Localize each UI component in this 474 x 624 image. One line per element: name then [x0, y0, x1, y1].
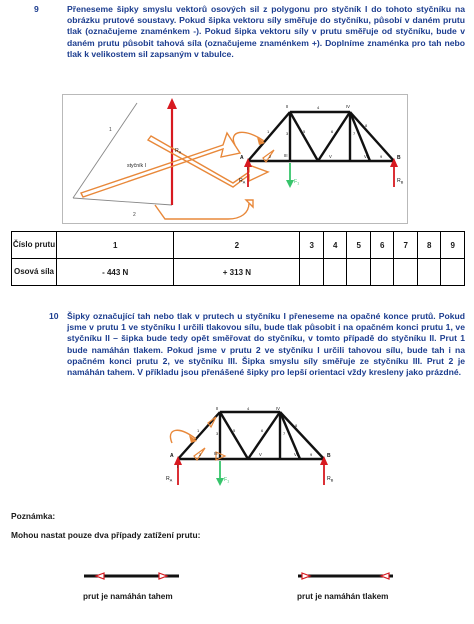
table-cell: 3: [300, 232, 324, 259]
rb-label: $R_B$: [397, 178, 404, 185]
member-6-label: 6: [261, 428, 264, 433]
polygon-node-label: styčník I: [127, 163, 147, 169]
node-b-label: B: [397, 155, 401, 161]
table-row: [12, 259, 465, 286]
ra-label: $R_A$: [166, 476, 173, 483]
member-number-header: Číslo prutu: [12, 232, 57, 259]
member-3-label: 3: [286, 131, 289, 136]
node-I-label: I: [177, 464, 179, 469]
member-1-label: 1: [197, 428, 200, 433]
member-8-label: 8: [295, 423, 298, 428]
table-cell: 2: [174, 232, 300, 259]
node-I-label: I: [247, 166, 249, 171]
member-load-cases: [0, 566, 474, 586]
node-a-label: A: [240, 155, 244, 161]
force-polygon: [73, 98, 268, 219]
table-cell: 1: [57, 232, 174, 259]
table-cell: 8: [417, 232, 441, 259]
member-9-label: 9: [310, 452, 313, 457]
table-cell: [323, 259, 347, 286]
member-6-label: 6: [331, 129, 334, 134]
member-7-label: 7: [283, 431, 286, 436]
node-b-label: B: [327, 453, 331, 459]
table-cell: 6: [370, 232, 394, 259]
node-VI-label: VI: [364, 154, 368, 159]
note-title: Poznámka:: [11, 511, 56, 521]
member-3-label: 3: [216, 431, 219, 436]
tension-bar: [84, 573, 179, 579]
table-cell: [441, 259, 465, 286]
node-V-label: V: [259, 452, 262, 457]
node-III-label: III: [284, 153, 288, 158]
note-text: Mohou nastat pouze dva případy zatížení prutu:: [11, 530, 201, 540]
node-V-label: V: [329, 154, 332, 159]
section-10-text: Šipky označující tah nebo tlak v prutech u styčníku I přeneseme na opačné konce prutů. Pokud jsme v prutu 1 ve styčníku I určili tlakovou sílu, bude tlak působit i na opačném konci prutu 1, ve styčníku II – šipka bude tedy opět směřovat do styčníku, v tomto případě do styčníku II. Prut 1 bude namáhán tlakem. Pokud jsme v prutu 2 ve styčníku I určili tahovou sílu, bude tah i na opačném konci prutu 2, ve styčníku III. Šipka smyslu síly směřuje ze styčníku III. Prut 2 je namáhán tahem. V příkladu jsou přenášené šipky pro lepší orientaci vždy kresleny jako prázdné.: [67, 311, 465, 378]
f1-label: $F_1$: [294, 179, 300, 186]
member-9-label: 9: [380, 154, 383, 159]
node-IV-label: IV: [346, 104, 350, 109]
member-4-label: 4: [247, 407, 250, 411]
axial-force-header: Osová síla: [12, 259, 57, 286]
rb-label: $R_B$: [327, 476, 334, 483]
polygon-label-2: 2: [133, 212, 136, 218]
member-8-label: 8: [365, 123, 368, 128]
table-cell: 9: [441, 232, 465, 259]
member-4-label: 4: [317, 105, 320, 110]
polygon-label-1: 1: [109, 127, 112, 133]
node-III-label: III: [214, 451, 218, 456]
figure-polygon-and-truss: [62, 94, 408, 224]
table-cell: 5: [347, 232, 371, 259]
tension-caption: prut je namáhán tahem: [83, 592, 173, 601]
member-2-label: 2: [199, 452, 202, 457]
f1-label: $F_1$: [224, 477, 230, 484]
table-cell: + 313 N: [174, 259, 300, 286]
node-IV-label: IV: [276, 407, 280, 411]
table-cell: [394, 259, 418, 286]
compression-bar: [298, 573, 393, 579]
member-7-label: 7: [353, 131, 356, 136]
ra-label: $R_A$: [239, 178, 246, 185]
table-row: [12, 232, 465, 259]
truss-forces-2: [170, 417, 328, 486]
compression-caption: prut je namáhán tlakem: [297, 592, 389, 601]
node-II-label: II: [286, 104, 289, 109]
figure-truss-transferred-arrows: [158, 407, 336, 503]
member-2-label: 2: [269, 154, 272, 159]
section-9-text: Přeneseme šipky smyslu vektorů osových sil z polygonu pro styčník I do tohoto styčníku na obrázku prutové soustavy. Pokud šipka vektoru síly směřuje do styčníku, působí v daném prutu tlak (označujeme znaménkem -). Pokud šipka vektoru síly v prutu směřuje od styčníku, bude v daném prutu působit tahová síla (označujeme znaménkem +). Doplníme znaménka pro tah nebo tlak k velikostem sil zapsaným v tabulce.: [67, 4, 465, 59]
member-force-table: [11, 231, 465, 286]
node-II-label: II: [216, 407, 219, 411]
member-1-label: 1: [267, 129, 270, 134]
node-a-label: A: [170, 453, 174, 459]
figure-2-drawing: [158, 407, 336, 503]
table-cell: [370, 259, 394, 286]
table-cell: - 443 N: [57, 259, 174, 286]
table-cell: [347, 259, 371, 286]
section-9-number: 9: [34, 4, 39, 14]
member-5-label: 5: [233, 428, 236, 433]
figure-1-drawing: [63, 95, 409, 225]
table-cell: 7: [394, 232, 418, 259]
table-cell: 4: [323, 232, 347, 259]
member-5-label: 5: [303, 129, 306, 134]
table-cell: [417, 259, 441, 286]
node-VI-label: VI: [294, 452, 298, 457]
table-cell: [300, 259, 324, 286]
section-10-number: 10: [49, 311, 59, 321]
polygon-ra-label: $R_A$: [175, 148, 182, 155]
